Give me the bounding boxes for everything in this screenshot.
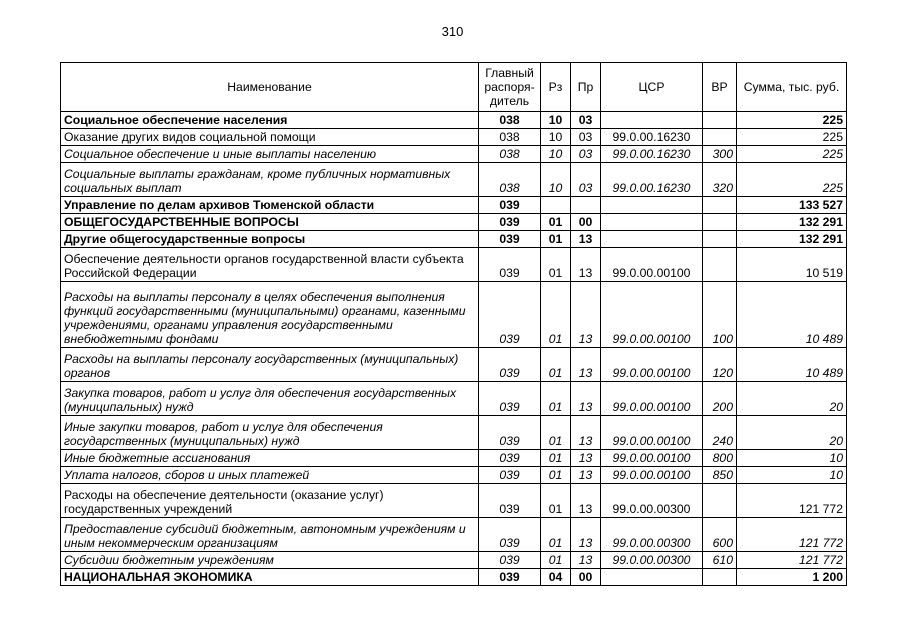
cell-expense-type [703, 569, 737, 586]
cell-chief-administrator: 039 [479, 248, 541, 282]
cell-target-article: 99.0.00.16230 [601, 163, 703, 197]
cell-sum: 225 [737, 146, 847, 163]
cell-subsection: 13 [571, 467, 601, 484]
cell-sum: 121 772 [737, 552, 847, 569]
cell-expense-type [703, 129, 737, 146]
cell-sum: 132 291 [737, 231, 847, 248]
cell-sum: 121 772 [737, 484, 847, 518]
cell-chief-administrator: 039 [479, 467, 541, 484]
cell-sum: 20 [737, 416, 847, 450]
page-number: 310 [441, 24, 464, 39]
cell-name: Иные закупки товаров, работ и услуг для обеспечения государственных (муниципальных) нужд [61, 416, 479, 450]
cell-chief-administrator: 039 [479, 231, 541, 248]
cell-section: 01 [541, 282, 571, 348]
cell-expense-type: 200 [703, 382, 737, 416]
header-section: Рз [541, 63, 571, 112]
cell-section: 01 [541, 382, 571, 416]
table-row [61, 282, 847, 348]
cell-target-article: 99.0.00.16230 [601, 129, 703, 146]
cell-subsection: 13 [571, 231, 601, 248]
table-row [61, 518, 847, 552]
cell-chief-administrator: 039 [479, 197, 541, 214]
header-subsection: Пр [571, 63, 601, 112]
cell-section [541, 197, 571, 214]
cell-section: 01 [541, 348, 571, 382]
cell-target-article: 99.0.00.00100 [601, 282, 703, 348]
cell-name: Уплата налогов, сборов и иных платежей [61, 467, 479, 484]
cell-sum: 10 519 [737, 248, 847, 282]
cell-name: Иные бюджетные ассигнования [61, 450, 479, 467]
cell-chief-administrator: 039 [479, 569, 541, 586]
cell-subsection: 03 [571, 146, 601, 163]
cell-name: Предоставление субсидий бюджетным, автономным учреждениям и иным некоммерческим организациям [61, 518, 479, 552]
cell-subsection: 13 [571, 348, 601, 382]
cell-chief-administrator: 039 [479, 518, 541, 552]
cell-expense-type: 240 [703, 416, 737, 450]
cell-sum: 132 291 [737, 214, 847, 231]
cell-section: 01 [541, 518, 571, 552]
cell-section: 10 [541, 129, 571, 146]
table-row [61, 450, 847, 467]
cell-name: ОБЩЕГОСУДАРСТВЕННЫЕ ВОПРОСЫ [61, 214, 479, 231]
table-row [61, 348, 847, 382]
cell-section: 01 [541, 552, 571, 569]
cell-target-article [601, 214, 703, 231]
cell-expense-type: 120 [703, 348, 737, 382]
cell-sum: 10 [737, 450, 847, 467]
cell-target-article [601, 112, 703, 129]
cell-chief-administrator: 039 [479, 214, 541, 231]
cell-expense-type [703, 484, 737, 518]
cell-expense-type: 300 [703, 146, 737, 163]
table-row [61, 112, 847, 129]
cell-sum: 10 [737, 467, 847, 484]
table-header-row [61, 63, 847, 112]
cell-expense-type [703, 197, 737, 214]
cell-target-article: 99.0.00.00100 [601, 450, 703, 467]
cell-section: 01 [541, 231, 571, 248]
table-body [61, 112, 847, 586]
cell-sum: 10 489 [737, 348, 847, 382]
cell-subsection: 13 [571, 518, 601, 552]
cell-subsection [571, 197, 601, 214]
cell-expense-type [703, 112, 737, 129]
cell-section: 01 [541, 450, 571, 467]
cell-target-article: 99.0.00.00100 [601, 248, 703, 282]
cell-target-article [601, 231, 703, 248]
cell-expense-type [703, 231, 737, 248]
cell-target-article: 99.0.00.00300 [601, 518, 703, 552]
cell-section: 01 [541, 214, 571, 231]
cell-subsection: 03 [571, 129, 601, 146]
cell-subsection: 13 [571, 248, 601, 282]
cell-sum: 121 772 [737, 518, 847, 552]
cell-target-article: 99.0.00.00300 [601, 552, 703, 569]
cell-name: Обеспечение деятельности органов государственной власти субъекта Российской Федерации [61, 248, 479, 282]
cell-chief-administrator: 038 [479, 112, 541, 129]
cell-name: Социальное обеспечение населения [61, 112, 479, 129]
header-target-article: ЦСР [601, 63, 703, 112]
cell-name: Закупка товаров, работ и услуг для обеспечения государственных (муниципальных) нужд [61, 382, 479, 416]
cell-expense-type: 100 [703, 282, 737, 348]
cell-name: Расходы на выплаты персоналу в целях обеспечения выполнения функций государственными (муниципальными) органами, казенными учреждениями, органами управления государственными внебюджетными фондами [61, 282, 479, 348]
cell-subsection: 13 [571, 282, 601, 348]
cell-name: Расходы на обеспечение деятельности (оказание услуг) государственных учреждений [61, 484, 479, 518]
cell-expense-type: 610 [703, 552, 737, 569]
table-row [61, 197, 847, 214]
cell-subsection: 00 [571, 569, 601, 586]
cell-sum: 225 [737, 163, 847, 197]
header-chief-administrator: Главный распоря-дитель [479, 63, 541, 112]
cell-expense-type: 800 [703, 450, 737, 467]
cell-target-article [601, 569, 703, 586]
cell-section: 10 [541, 112, 571, 129]
cell-name: Социальное обеспечение и иные выплаты населению [61, 146, 479, 163]
cell-subsection: 00 [571, 214, 601, 231]
cell-chief-administrator: 038 [479, 163, 541, 197]
table-row [61, 416, 847, 450]
cell-chief-administrator: 039 [479, 416, 541, 450]
cell-name: Другие общегосударственные вопросы [61, 231, 479, 248]
cell-expense-type [703, 214, 737, 231]
cell-subsection: 03 [571, 112, 601, 129]
cell-sum: 225 [737, 112, 847, 129]
cell-chief-administrator: 039 [479, 382, 541, 416]
cell-section: 04 [541, 569, 571, 586]
cell-name: Оказание других видов социальной помощи [61, 129, 479, 146]
cell-subsection: 13 [571, 416, 601, 450]
cell-chief-administrator: 039 [479, 552, 541, 569]
table-row [61, 248, 847, 282]
cell-subsection: 13 [571, 450, 601, 467]
table-row [61, 214, 847, 231]
table-row [61, 382, 847, 416]
table-row [61, 129, 847, 146]
cell-subsection: 03 [571, 163, 601, 197]
table-row [61, 467, 847, 484]
cell-target-article: 99.0.00.16230 [601, 146, 703, 163]
cell-section: 01 [541, 248, 571, 282]
cell-name: Расходы на выплаты персоналу государственных (муниципальных) органов [61, 348, 479, 382]
cell-section: 10 [541, 163, 571, 197]
cell-expense-type [703, 248, 737, 282]
table-row [61, 569, 847, 586]
cell-chief-administrator: 039 [479, 348, 541, 382]
header-expense-type: ВР [703, 63, 737, 112]
cell-section: 10 [541, 146, 571, 163]
cell-section: 01 [541, 467, 571, 484]
cell-target-article: 99.0.00.00300 [601, 484, 703, 518]
cell-sum: 1 200 [737, 569, 847, 586]
table-row [61, 146, 847, 163]
cell-expense-type: 600 [703, 518, 737, 552]
table-row [61, 484, 847, 518]
cell-chief-administrator: 039 [479, 484, 541, 518]
cell-section: 01 [541, 484, 571, 518]
cell-section: 01 [541, 416, 571, 450]
cell-subsection: 13 [571, 552, 601, 569]
cell-target-article: 99.0.00.00100 [601, 382, 703, 416]
cell-chief-administrator: 038 [479, 146, 541, 163]
table-row [61, 163, 847, 197]
cell-sum: 225 [737, 129, 847, 146]
table-row [61, 552, 847, 569]
cell-chief-administrator: 039 [479, 282, 541, 348]
cell-target-article: 99.0.00.00100 [601, 416, 703, 450]
cell-name: Субсидии бюджетным учреждениям [61, 552, 479, 569]
cell-name: НАЦИОНАЛЬНАЯ ЭКОНОМИКА [61, 569, 479, 586]
cell-sum: 10 489 [737, 282, 847, 348]
budget-table [60, 62, 847, 586]
cell-sum: 133 527 [737, 197, 847, 214]
cell-subsection: 13 [571, 484, 601, 518]
cell-name: Социальные выплаты гражданам, кроме публичных нормативных социальных выплат [61, 163, 479, 197]
cell-chief-administrator: 039 [479, 450, 541, 467]
cell-target-article [601, 197, 703, 214]
cell-name: Управление по делам архивов Тюменской области [61, 197, 479, 214]
cell-subsection: 13 [571, 382, 601, 416]
header-name: Наименование [61, 63, 479, 112]
cell-target-article: 99.0.00.00100 [601, 348, 703, 382]
cell-target-article: 99.0.00.00100 [601, 467, 703, 484]
header-sum: Сумма, тыс. руб. [737, 63, 847, 112]
cell-sum: 20 [737, 382, 847, 416]
cell-chief-administrator: 038 [479, 129, 541, 146]
table-row [61, 231, 847, 248]
cell-expense-type: 320 [703, 163, 737, 197]
cell-expense-type: 850 [703, 467, 737, 484]
